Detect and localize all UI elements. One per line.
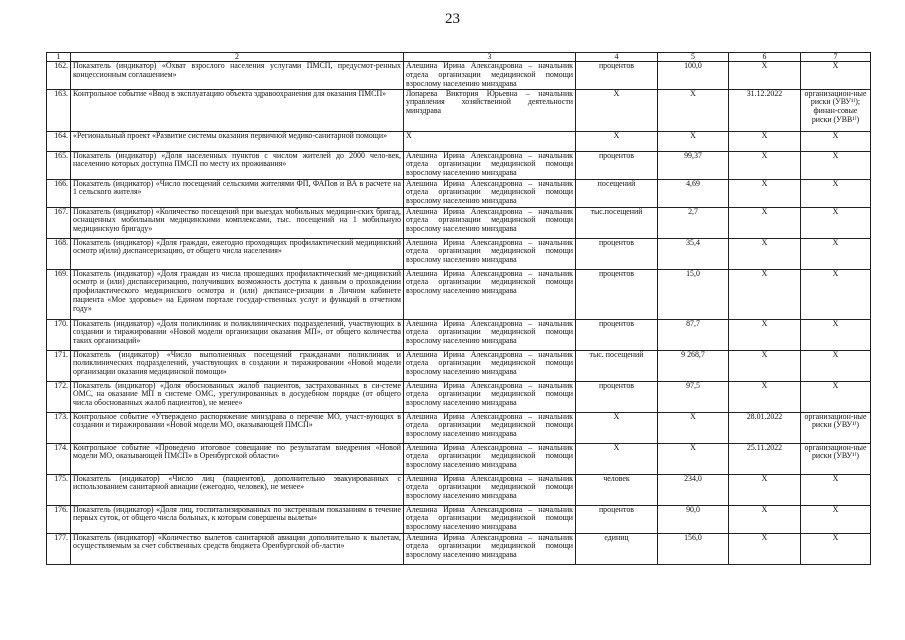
indicator-name-cell: Показатель (индикатор) «Количество вылетов санитарной авиации дополнительно к вылетам, осуществляемым за счет собственных средств бюджета Оренбургской об-ласти»: [71, 533, 404, 564]
responsible-cell: X: [404, 131, 576, 151]
unit-cell: X: [576, 443, 658, 474]
table-row: [47, 443, 871, 474]
date-cell: X: [729, 269, 801, 319]
indicator-name-cell: Показатель (индикатор) «Число выполненных посещений гражданами поликлиник и поликлинических подразделений, участвующих в создании и тиражировании «Новой модели организации оказания медицинской помощи»: [71, 350, 404, 381]
row-number-cell: 176.: [47, 505, 71, 533]
table-row: [47, 179, 871, 207]
value-cell: 97,5: [658, 381, 729, 412]
responsible-cell: Алешина Ирина Александровна – начальник отдела организации медицинской помощи взрослому населению минздрава: [404, 350, 576, 381]
table-row: [47, 131, 871, 151]
responsible-cell: Лопарева Виктория Юрьевна – начальник управления хозяйственной деятельности минздрава: [404, 89, 576, 131]
date-cell: 31.12.2022: [729, 89, 801, 131]
risk-cell: организацион-ные риски (УВУ¹⁾): [801, 443, 871, 474]
unit-cell: процентов: [576, 238, 658, 269]
value-cell: 15,0: [658, 269, 729, 319]
value-cell: 100,0: [658, 62, 729, 90]
unit-cell: процентов: [576, 62, 658, 90]
value-cell: 2,7: [658, 207, 729, 238]
date-cell: X: [729, 131, 801, 151]
unit-cell: X: [576, 131, 658, 151]
risk-cell: X: [801, 474, 871, 505]
indicator-name-cell: Показатель (индикатор) «Число посещений сельскими жителями ФП, ФАПов и ВА в расчете на 1 сельского жителя»: [71, 179, 404, 207]
row-number-cell: 162.: [47, 62, 71, 90]
table-row: [47, 207, 871, 238]
risk-cell: X: [801, 131, 871, 151]
indicator-name-cell: Показатель (индикатор) «Доля граждан из числа прошедших профилактический ме-дицинский осмотр и (или) диспансеризацию, получивших возможность доступа к данным о прохождении профилактического медицинского осмотра и (или) диспансе-ризации в Личном кабинете пациента «Мое здоровье» на Едином портале государ-ственных услуг и функций в отчетном году»: [71, 269, 404, 319]
date-cell: X: [729, 505, 801, 533]
date-cell: X: [729, 238, 801, 269]
row-number-cell: 177.: [47, 533, 71, 564]
unit-cell: тыс. посещений: [576, 350, 658, 381]
risk-cell: X: [801, 62, 871, 90]
responsible-cell: Алешина Ирина Александровна – начальник отдела организации медицинской помощи взрослому населению минздрава: [404, 319, 576, 350]
value-cell: 99,37: [658, 151, 729, 179]
date-cell: X: [729, 179, 801, 207]
value-cell: 234,0: [658, 474, 729, 505]
indicator-name-cell: Контрольное событие «Утверждено распоряжение минздрава о перечне МО, участ-вующих в создании и тиражировании «Новой модели МО, оказывающей ПМСП»: [71, 412, 404, 443]
row-number-cell: 174.: [47, 443, 71, 474]
indicator-name-cell: Показатель (индикатор) «Доля поликлиник и поликлинических подразделений, участвующих в создании и тиражировании «Новой модели организации оказания МП», от общего количества таких организаций»: [71, 319, 404, 350]
table-row: [47, 505, 871, 533]
date-cell: X: [729, 62, 801, 90]
table-body: [47, 62, 871, 565]
unit-cell: процентов: [576, 151, 658, 179]
value-cell: 4,69: [658, 179, 729, 207]
column-header: 6: [729, 53, 801, 62]
indicator-name-cell: Показатель (индикатор) «Число лиц (пациентов), дополнительно эвакуированных с использованием санитарной авиации (ежегодно, человек), не менее»: [71, 474, 404, 505]
unit-cell: процентов: [576, 505, 658, 533]
risk-cell: X: [801, 179, 871, 207]
responsible-cell: Алешина Ирина Александровна – начальник отдела организации медицинской помощи взрослому населению минздрава: [404, 443, 576, 474]
responsible-cell: Алешина Ирина Александровна – начальник отдела организации медицинской помощи взрослому населению минздрава: [404, 474, 576, 505]
column-header: 2: [71, 53, 404, 62]
risk-cell: X: [801, 207, 871, 238]
unit-cell: единиц: [576, 533, 658, 564]
row-number-cell: 166.: [47, 179, 71, 207]
date-cell: X: [729, 151, 801, 179]
indicator-name-cell: «Региональный проект «Развитие системы оказания первичной медико-санитарной помощи»: [71, 131, 404, 151]
risk-cell: X: [801, 238, 871, 269]
risk-cell: X: [801, 381, 871, 412]
value-cell: 87,7: [658, 319, 729, 350]
indicator-name-cell: Показатель (индикатор) «Доля граждан, ежегодно проходящих профилактический медицинский осмотр и(или) диспансеризацию, от общего числа населения»: [71, 238, 404, 269]
table-row: [47, 62, 871, 90]
date-cell: X: [729, 533, 801, 564]
unit-cell: процентов: [576, 269, 658, 319]
table-row: [47, 412, 871, 443]
column-number-row: [47, 53, 871, 62]
responsible-cell: Алешина Ирина Александровна – начальник отдела организации медицинской помощи взрослому населению минздрава: [404, 533, 576, 564]
unit-cell: процентов: [576, 319, 658, 350]
responsible-cell: Алешина Ирина Александровна – начальник отдела организации медицинской помощи взрослому населению минздрава: [404, 179, 576, 207]
unit-cell: человек: [576, 474, 658, 505]
responsible-cell: Алешина Ирина Александровна – начальник отдела организации медицинской помощи взрослому населению минздрава: [404, 62, 576, 90]
unit-cell: тыс.посещений: [576, 207, 658, 238]
column-header: 3: [404, 53, 576, 62]
risk-cell: X: [801, 269, 871, 319]
responsible-cell: Алешина Ирина Александровна – начальник отдела организации медицинской помощи взрослому населению минздрава: [404, 207, 576, 238]
column-header: 4: [576, 53, 658, 62]
row-number-cell: 170.: [47, 319, 71, 350]
indicator-name-cell: Показатель (индикатор) «Доля лиц, госпитализированных по экстренным показаниям в течение первых суток, от общего числа больных, к которым совершены вылеты»: [71, 505, 404, 533]
risk-cell: X: [801, 151, 871, 179]
column-header: 5: [658, 53, 729, 62]
risk-cell: X: [801, 350, 871, 381]
row-number-cell: 173.: [47, 412, 71, 443]
page-number: 23: [445, 11, 460, 27]
risk-cell: организацион-ные риски (УВУ¹⁾); финан-совые риски (УВВ¹⁾): [801, 89, 871, 131]
table-row: [47, 381, 871, 412]
value-cell: 35,4: [658, 238, 729, 269]
table-row: [47, 269, 871, 319]
risk-cell: организацион-ные риски (УВУ¹⁾): [801, 412, 871, 443]
value-cell: X: [658, 443, 729, 474]
row-number-cell: 164.: [47, 131, 71, 151]
value-cell: X: [658, 131, 729, 151]
indicator-name-cell: Показатель (индикатор) «Охват взрослого населения услугами ПМСП, предусмот-ренных концессионным соглашением»: [71, 62, 404, 90]
unit-cell: посещений: [576, 179, 658, 207]
value-cell: X: [658, 412, 729, 443]
responsible-cell: Алешина Ирина Александровна – начальник отдела организации медицинской помощи взрослому населению минздрава: [404, 505, 576, 533]
table-row: [47, 89, 871, 131]
unit-cell: процентов: [576, 381, 658, 412]
responsible-cell: Алешина Ирина Александровна – начальник отдела организации медицинской помощи взрослому населению минздрава: [404, 151, 576, 179]
date-cell: X: [729, 319, 801, 350]
value-cell: 9 268,7: [658, 350, 729, 381]
responsible-cell: Алешина Ирина Александровна – начальник отдела организации медицинской помощи взрослому населению минздрава: [404, 238, 576, 269]
row-number-cell: 169.: [47, 269, 71, 319]
indicator-name-cell: Показатель (индикатор) «Доля обоснованных жалоб пациентов, застрахованных в си-стеме ОМС, на оказание МП в системе ОМС, урегулированных в досудебном порядке (от общего числа обоснованных жалоб пациентов), не менее»: [71, 381, 404, 412]
table-row: [47, 319, 871, 350]
table-row: [47, 151, 871, 179]
date-cell: X: [729, 381, 801, 412]
table-row: [47, 350, 871, 381]
responsible-cell: Алешина Ирина Александровна – начальник отдела организации медицинской помощи взрослому населению минздрава: [404, 269, 576, 319]
responsible-cell: Алешина Ирина Александровна – начальник отдела организации медицинской помощи взрослому населению минздрава: [404, 381, 576, 412]
value-cell: X: [658, 89, 729, 131]
unit-cell: X: [576, 412, 658, 443]
row-number-cell: 171.: [47, 350, 71, 381]
row-number-cell: 167.: [47, 207, 71, 238]
value-cell: 90,0: [658, 505, 729, 533]
column-header: 1: [47, 53, 71, 62]
date-cell: X: [729, 207, 801, 238]
risk-cell: X: [801, 533, 871, 564]
date-cell: 25.11.2022: [729, 443, 801, 474]
risk-cell: X: [801, 319, 871, 350]
unit-cell: X: [576, 89, 658, 131]
date-cell: 28.01.2022: [729, 412, 801, 443]
indicator-name-cell: Контрольное событие «Ввод в эксплуатацию объекта здравоохранения для оказания ПМСП»: [71, 89, 404, 131]
indicator-name-cell: Показатель (индикатор) «Доля населенных пунктов с числом жителей до 2000 чело-век, населению которых доступна ПМСП по месту их проживания»: [71, 151, 404, 179]
risk-cell: X: [801, 505, 871, 533]
row-number-cell: 165.: [47, 151, 71, 179]
indicator-name-cell: Контрольное событие «Проведено итоговое совещание по результатам внедрения «Новой модели МО, оказывающей ПМСП» в Оренбургской области»: [71, 443, 404, 474]
value-cell: 156,0: [658, 533, 729, 564]
table-row: [47, 238, 871, 269]
program-table: [46, 52, 871, 565]
date-cell: X: [729, 474, 801, 505]
row-number-cell: 163.: [47, 89, 71, 131]
row-number-cell: 175.: [47, 474, 71, 505]
table-row: [47, 474, 871, 505]
responsible-cell: Алешина Ирина Александровна – начальник отдела организации медицинской помощи взрослому населению минздрава: [404, 412, 576, 443]
row-number-cell: 168.: [47, 238, 71, 269]
table-row: [47, 533, 871, 564]
row-number-cell: 172.: [47, 381, 71, 412]
date-cell: X: [729, 350, 801, 381]
indicator-name-cell: Показатель (индикатор) «Количество посещений при выездах мобильных медицин-ских бригад, оснащенных мобильными медицинскими комплексами, тыс. посещений на 1 мобильную медицинскую бригаду»: [71, 207, 404, 238]
column-header: 7: [801, 53, 871, 62]
